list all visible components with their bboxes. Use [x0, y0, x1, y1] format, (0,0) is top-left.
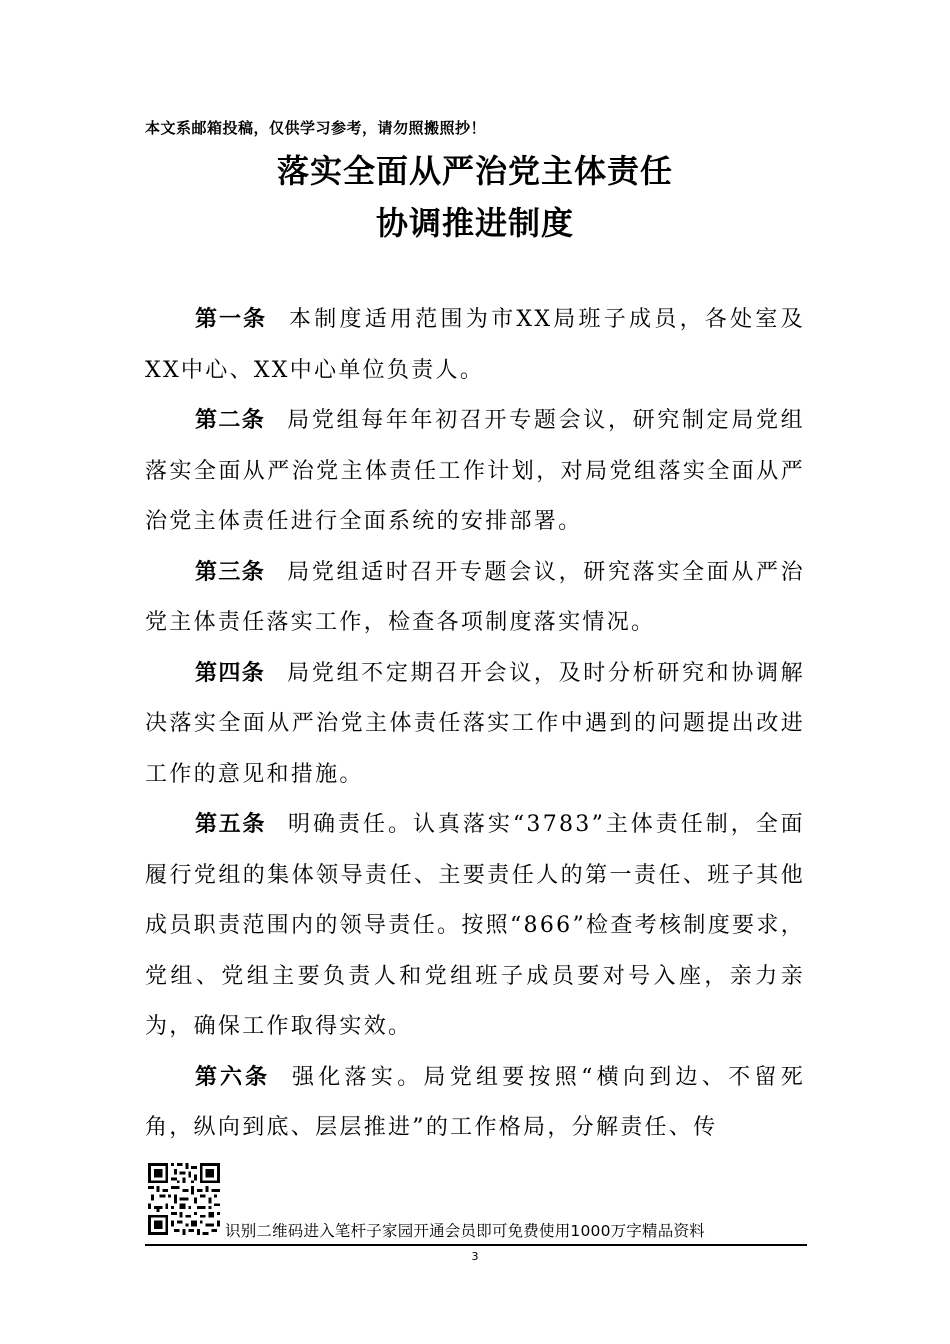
article-3 — [145, 548, 805, 649]
article-text: 局党组每年年初召开专题会议，研究制定局党组落实全面从严治党主体责任工作计划，对局党组落实全面从严治党主体责任进行全面系统的安排部署。 — [145, 408, 805, 534]
submission-notice: 本文系邮箱投稿，仅供学习参考，请勿照搬照抄！ — [145, 119, 487, 137]
article-text: 本制度适用范围为市XX局班子成员，各处室及XX中心、XX中心单位负责人。 — [145, 307, 805, 383]
footer-divider — [145, 1244, 807, 1246]
article-text: 局党组不定期召开会议，及时分析研究和协调解决落实全面从严治党主体责任落实工作中遇到的问题提出改进工作的意见和措施。 — [145, 660, 805, 787]
article-5 — [145, 800, 805, 1053]
article-label: 第五条 — [195, 812, 267, 837]
article-label: 第四条 — [195, 660, 266, 686]
article-label: 第六条 — [195, 1064, 270, 1090]
article-2 — [145, 396, 805, 548]
article-4 — [145, 649, 805, 801]
document-body — [145, 295, 805, 1154]
document-title-line-1: 落实全面从严治党主体责任 — [276, 152, 673, 190]
article-6 — [145, 1053, 805, 1154]
page-footer — [145, 1163, 807, 1247]
page-number: 3 — [471, 1250, 479, 1263]
article-text: 局党组适时召开专题会议，研究落实全面从严治党主体责任落实工作，检查各项制度落实情况。 — [145, 559, 805, 635]
document-title-line-2: 协调推进制度 — [375, 204, 574, 242]
article-label: 第二条 — [195, 408, 266, 433]
article-text: 强化落实。局党组要按照“横向到边、不留死角，纵向到底、层层推进”的工作格局，分解责任、传 — [145, 1064, 805, 1140]
article-label: 第三条 — [195, 559, 266, 585]
article-1 — [145, 295, 805, 396]
article-text: 明确责任。认真落实“3783”主体责任制，全面履行党组的集体领导责任、主要责任人的第一责任、班子其他成员职责范围内的领导责任。按照“866”检查考核制度要求，党组、党组主要负责人和党组班子成员要对号入座，亲力亲为，确保工作取得实效。 — [145, 812, 805, 1039]
footer-promo-text: 识别二维码进入笔杆子家园开通会员即可免费使用1000万字精品资料 — [225, 1222, 705, 1240]
article-label: 第一条 — [195, 307, 267, 332]
qr-code-icon[interactable] — [148, 1163, 220, 1235]
